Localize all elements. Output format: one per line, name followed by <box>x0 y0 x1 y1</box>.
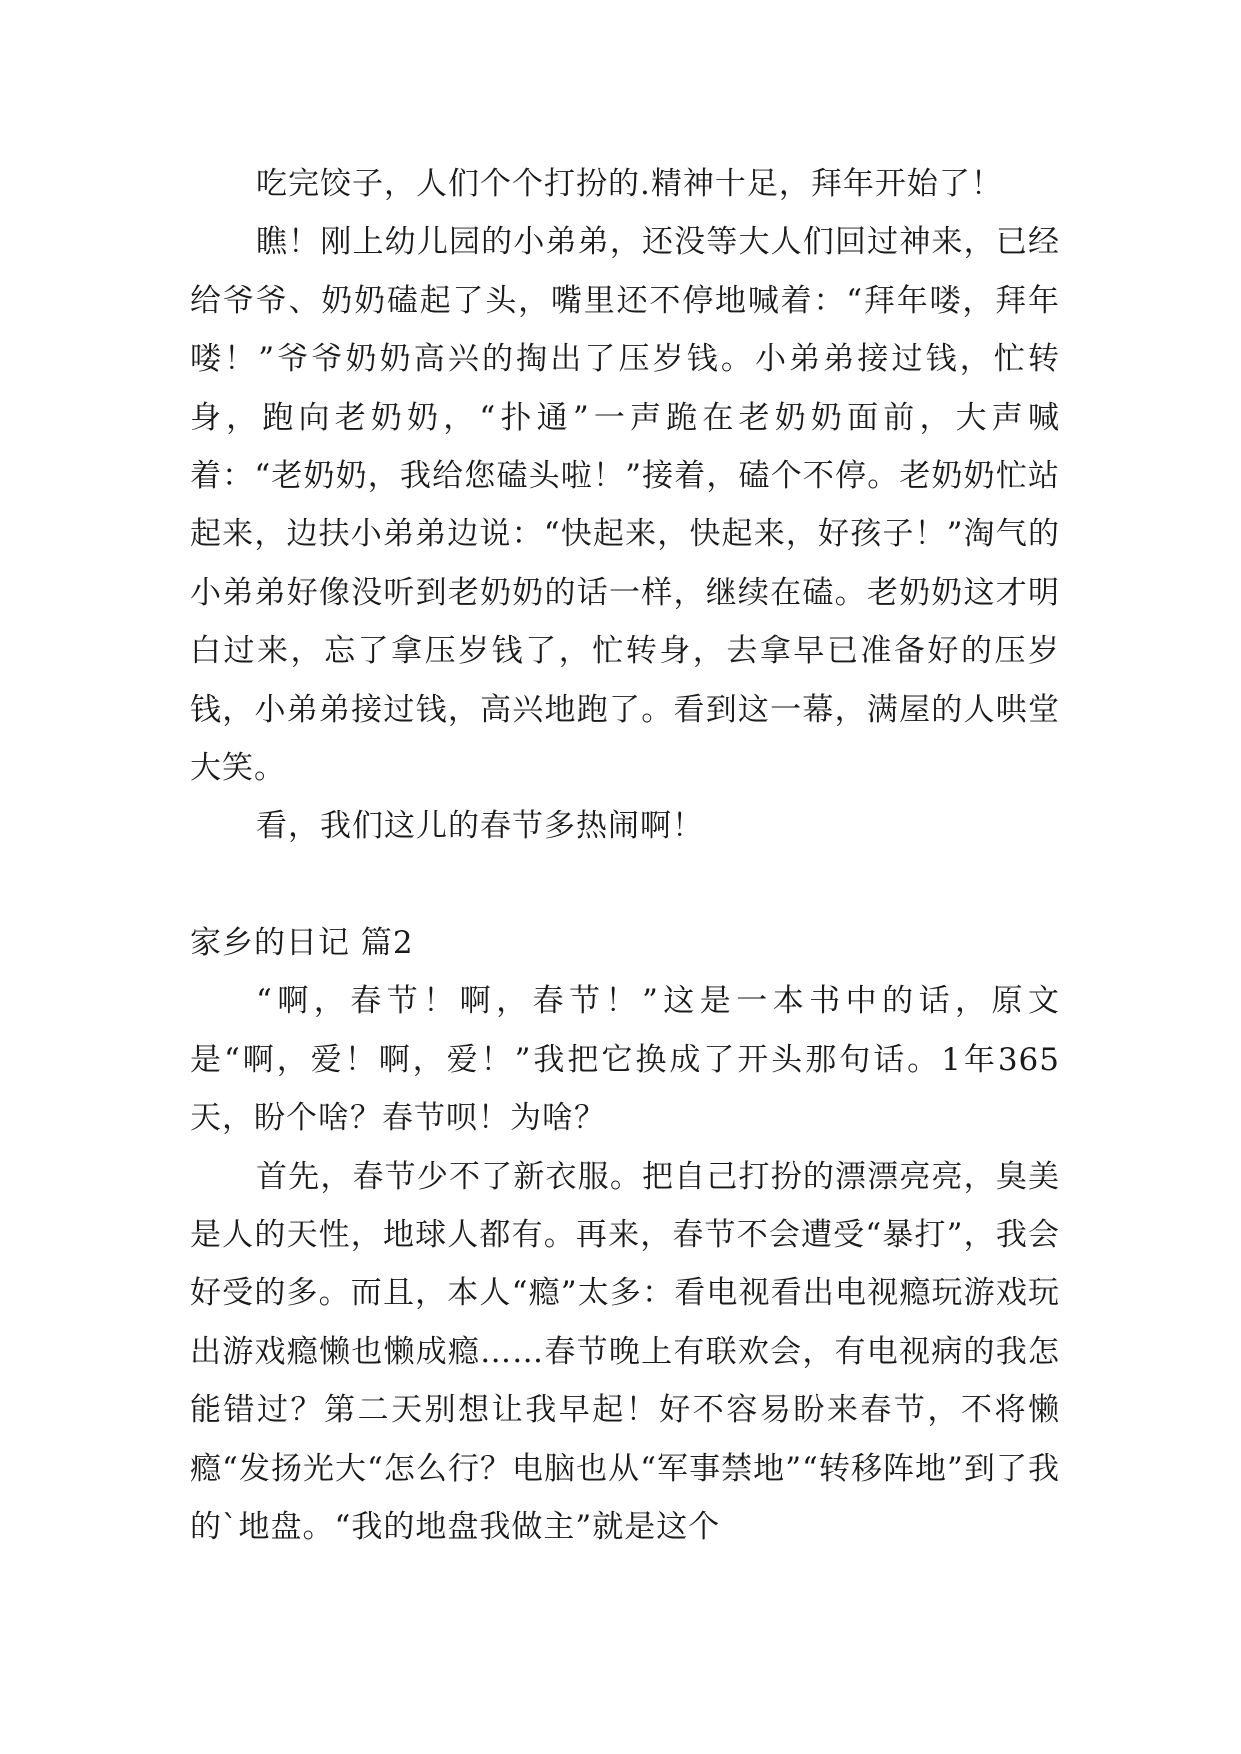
document-body <box>190 155 1060 1556</box>
section-gap <box>190 856 1060 914</box>
paragraph: 看，我们这儿的春节多热闹啊！ <box>256 808 704 845</box>
paragraph: 瞧！刚上幼儿园的小弟弟，还没等大人们回过神来，已经给爷爷、奶奶磕起了头，嘴里还不停地喊着：“拜年喽，拜年喽！”爷爷奶奶高兴的掏出了压岁钱。小弟弟接过钱，忙转身，跑向老奶奶，“扑通”一声跪在老奶奶面前，大声喊着：“老奶奶，我给您磕头啦！”接着，磕个不停。老奶奶忙站起来，边扶小弟弟边说：“快起来，快起来，好孩子！”淘气的小弟弟好像没听到老奶奶的话一样，继续在磕。老奶奶这才明白过来，忘了拿压岁钱了，忙转身，去拿早已准备好的压岁钱，小弟弟接过钱，高兴地跑了。看到这一幕，满屋的人哄堂大笑。 <box>190 224 1060 787</box>
paragraph: “啊，春节！啊，春节！”这是一本书中的话，原文是“啊，爱！啊，爱！”我把它换成了开头那句话。1年365天，盼个啥？春节呗！为啥？ <box>190 983 1060 1137</box>
paragraph: 首先，春节少不了新衣服。把自己打扮的漂漂亮亮，臭美是人的天性，地球人都有。再来，春节不会遭受“暴打”，我会好受的多。而且，本人“瘾”太多：看电视看出电视瘾玩游戏玩出游戏瘾懒也懒成瘾……春节晚上有联欢会，有电视病的我怎能错过？第二天别想让我早起！好不容易盼来春节，不将懒瘾“发扬光大“怎么行？电脑也从“军事禁地”“转移阵地”到了我的`地盘。“我的地盘我做主”就是这个 <box>190 1158 1060 1545</box>
section-heading: 家乡的日记 篇2 <box>190 924 414 961</box>
paragraph: 吃完饺子，人们个个打扮的.精神十足，拜年开始了！ <box>256 166 1003 202</box>
